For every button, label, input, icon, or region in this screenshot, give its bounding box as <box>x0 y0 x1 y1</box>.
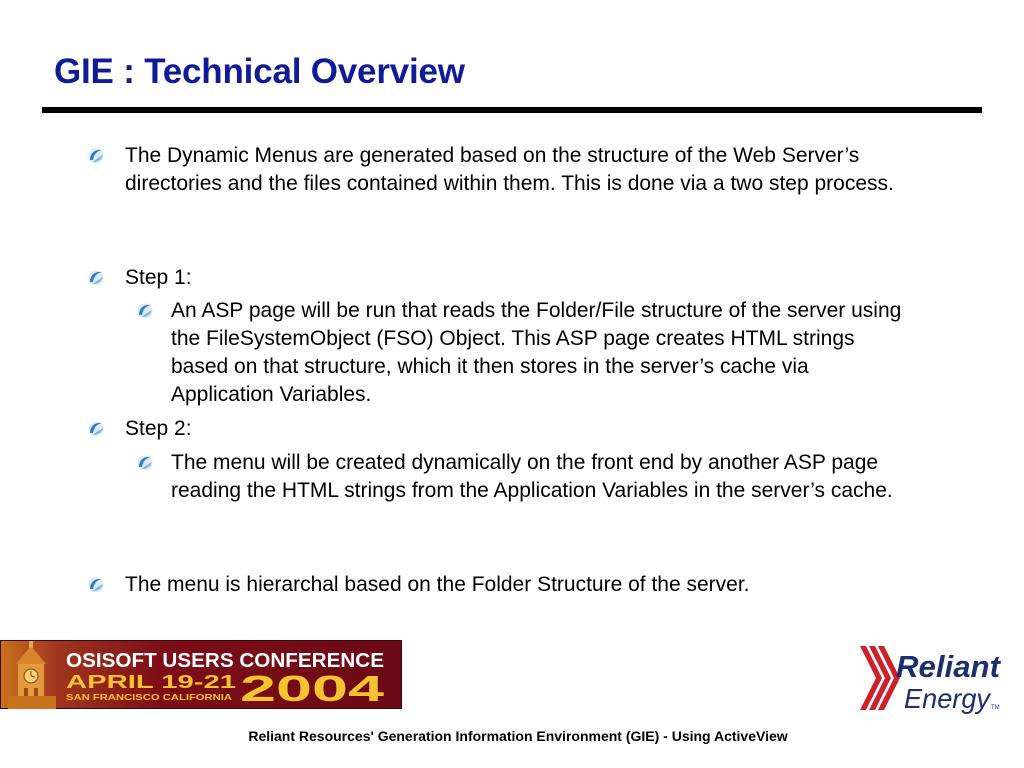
sub-bullet-item <box>171 449 916 505</box>
swirl-bullet-icon <box>87 576 105 594</box>
bullet-text: The menu is hierarchal based on the Folder Structure of the server. <box>125 573 750 596</box>
bullet-text: The menu will be created dynamically on the front end by another ASP page reading the HTML strings from the Application Variables in the server’s cache. <box>171 451 893 502</box>
banner-location-text: SAN FRANCISCO CALIFORNIA <box>66 692 232 702</box>
bullet-item <box>125 142 915 198</box>
bullet-text: Step 2: <box>125 417 192 440</box>
logo-reliant-text: Reliant <box>896 649 1002 684</box>
swirl-bullet-icon <box>136 454 154 472</box>
bullet-item <box>125 264 915 292</box>
logo-energy-text: Energy <box>904 683 992 714</box>
slide-title: GIE : Technical Overview <box>54 52 465 91</box>
logo-trademark-text: TM <box>991 705 1000 711</box>
swirl-bullet-icon <box>136 302 154 320</box>
slide-footer: Reliant Resources' Generation Information Environment (GIE) - Using ActiveView <box>248 728 788 744</box>
sub-bullet-item <box>171 297 916 409</box>
bullet-text: An ASP page will be run that reads the Folder/File structure of the server using the FileSystemObject (FSO) Object. This ASP page creates HTML strings based on that structure, which it then stores in the server’s cache via Application Variables. <box>171 299 902 406</box>
swirl-bullet-icon <box>87 269 105 287</box>
swirl-bullet-icon <box>87 147 105 165</box>
reliant-stripes-logo <box>860 646 900 710</box>
banner-year-text: 2004 <box>240 668 384 709</box>
swirl-bullet-icon <box>87 420 105 438</box>
conference-banner-logo <box>0 640 402 709</box>
title-divider <box>42 107 982 113</box>
bullet-item <box>125 415 915 443</box>
bullet-text: Step 1: <box>125 266 192 289</box>
banner-title-text: OSISOFT USERS CONFERENCE <box>66 650 384 672</box>
bullet-text: The Dynamic Menus are generated based on the structure of the Web Server’s directories and the files contained within them. This is done via a two step process. <box>125 144 894 195</box>
reliant-energy-logo <box>858 644 1004 716</box>
banner-dates-text: APRIL 19-21 <box>66 672 236 692</box>
bullet-item <box>125 571 915 599</box>
